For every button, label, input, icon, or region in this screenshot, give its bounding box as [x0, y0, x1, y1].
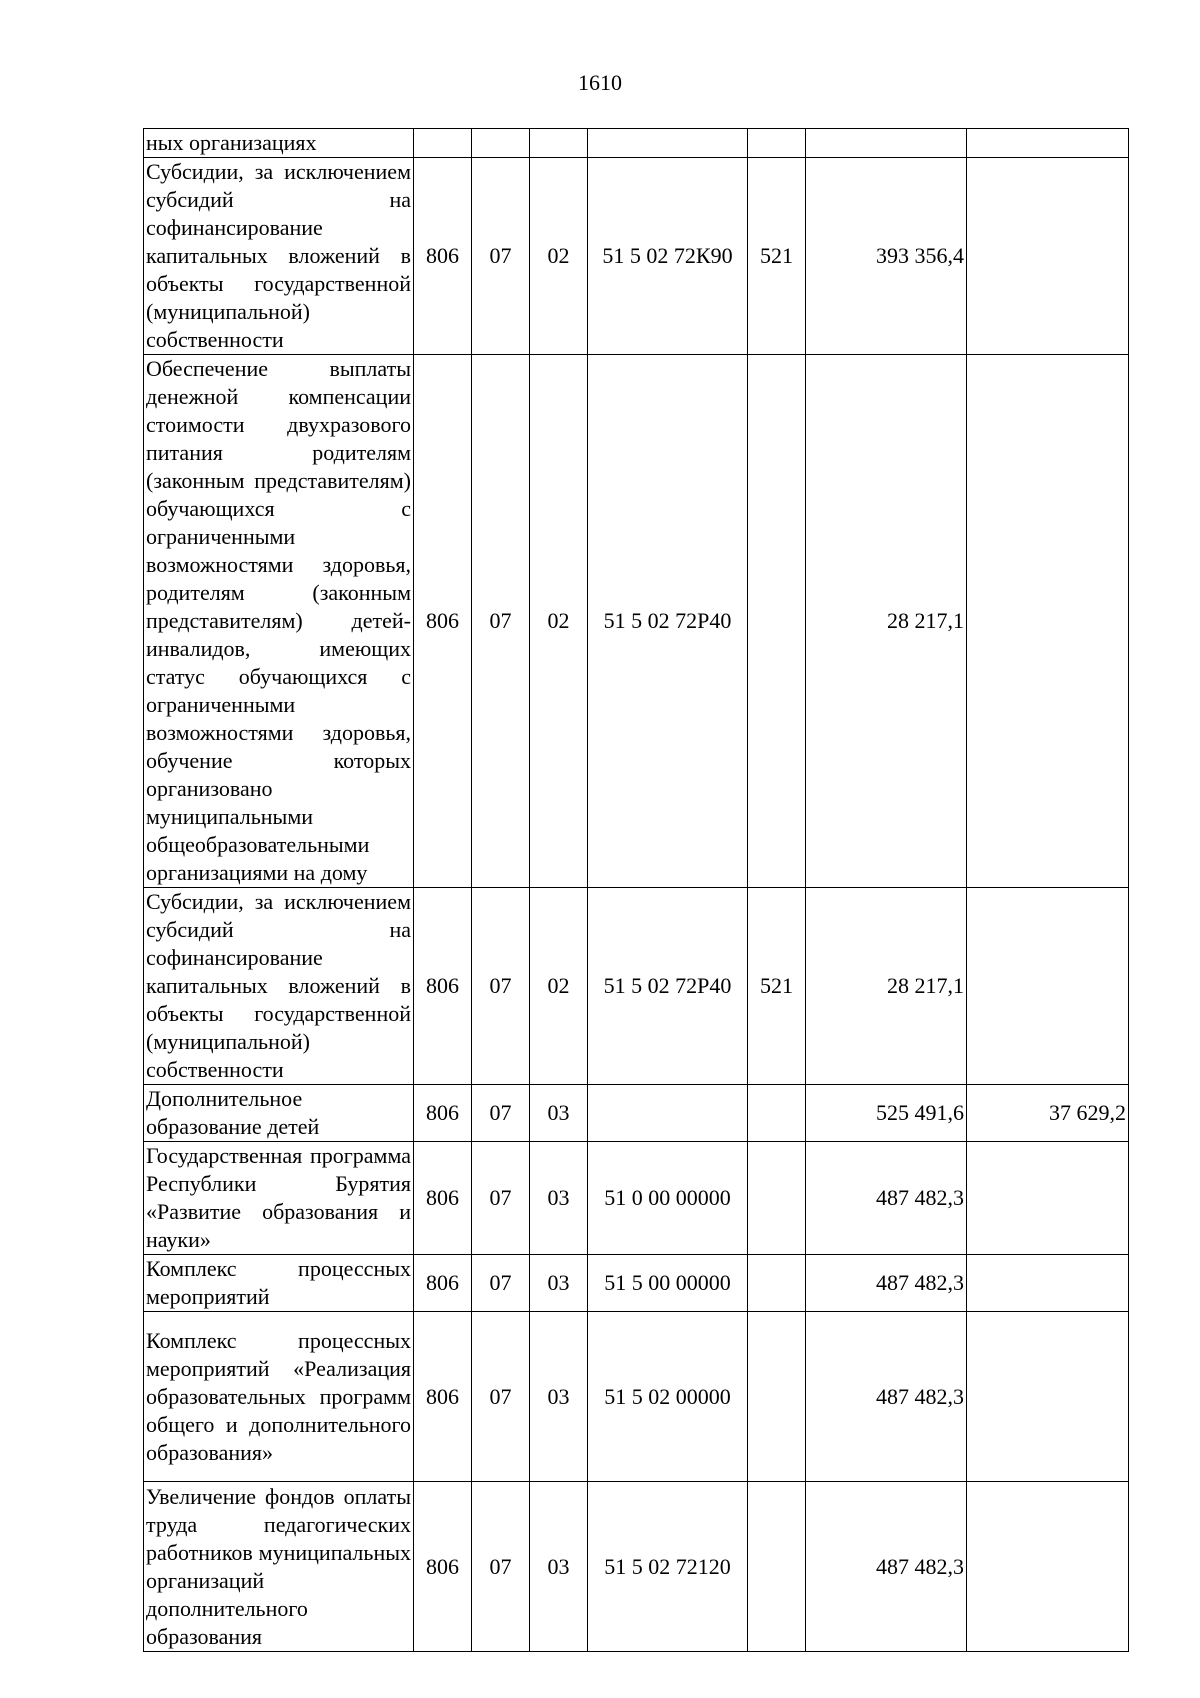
section-code: 07 — [472, 158, 530, 355]
expense-type: 521 — [748, 888, 806, 1085]
expense-type — [748, 1312, 806, 1482]
ministry-code: 806 — [414, 1142, 472, 1255]
page-number: 1610 — [578, 70, 622, 95]
target-article: 51 5 02 72120 — [588, 1482, 748, 1652]
section-code: 07 — [472, 1482, 530, 1652]
ministry-code: 806 — [414, 1482, 472, 1652]
row-description: Обеспечение выплаты денежной компенсации стоимости двухразового питания родителям (законным представителям) обучающихся с ограниченными возможностями здоровья, родителям (законным представителям) детей-инвалидов, имеющих статус обучающихся с ограниченными возможностями здоровья, обучение которых организовано муниципальными общеобразовательными организациями на дому — [144, 355, 414, 888]
amount: 393 356,4 — [806, 158, 967, 355]
amount: 28 217,1 — [806, 355, 967, 888]
expense-type — [748, 1482, 806, 1652]
section-code: 07 — [472, 355, 530, 888]
table-row — [144, 129, 1129, 158]
amount-secondary — [967, 355, 1129, 888]
table-row — [144, 158, 1129, 355]
subsection-code: 03 — [530, 1255, 588, 1312]
section-code: 07 — [472, 1085, 530, 1142]
amount: 28 217,1 — [806, 888, 967, 1085]
amount: 487 482,3 — [806, 1482, 967, 1652]
table-row — [144, 1312, 1129, 1482]
row-description: Субсидии, за исключением субсидий на софинансирование капитальных вложений в объекты государственной (муниципальной) собственности — [144, 888, 414, 1085]
ministry-code: 806 — [414, 158, 472, 355]
amount: 525 491,6 — [806, 1085, 967, 1142]
subsection-code: 03 — [530, 1085, 588, 1142]
amount: 487 482,3 — [806, 1255, 967, 1312]
amount-secondary — [967, 1255, 1129, 1312]
amount-secondary — [967, 1482, 1129, 1652]
section-code: 07 — [472, 888, 530, 1085]
target-article: 51 5 00 00000 — [588, 1255, 748, 1312]
expense-type — [748, 129, 806, 158]
amount-secondary — [967, 888, 1129, 1085]
ministry-code: 806 — [414, 355, 472, 888]
budget-table — [143, 128, 1129, 1652]
table-row — [144, 888, 1129, 1085]
ministry-code: 806 — [414, 888, 472, 1085]
target-article — [588, 1085, 748, 1142]
ministry-code: 806 — [414, 1255, 472, 1312]
row-description: Субсидии, за исключением субсидий на софинансирование капитальных вложений в объекты государственной (муниципальной) собственности — [144, 158, 414, 355]
amount — [806, 129, 967, 158]
row-description: ных организациях — [144, 129, 414, 158]
ministry-code: 806 — [414, 1312, 472, 1482]
expense-type: 521 — [748, 158, 806, 355]
subsection-code: 03 — [530, 1312, 588, 1482]
amount-secondary — [967, 129, 1129, 158]
row-description: Государственная программа Республики Бурятия «Развитие образования и науки» — [144, 1142, 414, 1255]
amount-secondary — [967, 1142, 1129, 1255]
row-description: Комплекс процессных мероприятий «Реализация образовательных программ общего и дополнительного образования» — [144, 1312, 414, 1482]
row-description: Увеличение фондов оплаты труда педагогических работников муниципальных организаций дополнительного образования — [144, 1482, 414, 1652]
target-article: 51 5 02 00000 — [588, 1312, 748, 1482]
subsection-code: 02 — [530, 888, 588, 1085]
table-row — [144, 1085, 1129, 1142]
target-article: 51 5 02 72Р40 — [588, 355, 748, 888]
row-description: Дополнительное образование детей — [144, 1085, 414, 1142]
expense-type — [748, 355, 806, 888]
table-row — [144, 1142, 1129, 1255]
amount-secondary — [967, 1312, 1129, 1482]
expense-type — [748, 1142, 806, 1255]
row-description: Комплекс процессных мероприятий — [144, 1255, 414, 1312]
amount-secondary: 37 629,2 — [967, 1085, 1129, 1142]
table-row — [144, 355, 1129, 888]
subsection-code: 03 — [530, 1142, 588, 1255]
ministry-code — [414, 129, 472, 158]
section-code: 07 — [472, 1312, 530, 1482]
subsection-code: 02 — [530, 355, 588, 888]
table-row — [144, 1482, 1129, 1652]
subsection-code: 03 — [530, 1482, 588, 1652]
expense-type — [748, 1255, 806, 1312]
amount: 487 482,3 — [806, 1312, 967, 1482]
subsection-code — [530, 129, 588, 158]
ministry-code: 806 — [414, 1085, 472, 1142]
target-article: 51 0 00 00000 — [588, 1142, 748, 1255]
target-article — [588, 129, 748, 158]
expense-type — [748, 1085, 806, 1142]
amount: 487 482,3 — [806, 1142, 967, 1255]
amount-secondary — [967, 158, 1129, 355]
target-article: 51 5 02 72К90 — [588, 158, 748, 355]
section-code: 07 — [472, 1255, 530, 1312]
section-code — [472, 129, 530, 158]
section-code: 07 — [472, 1142, 530, 1255]
target-article: 51 5 02 72Р40 — [588, 888, 748, 1085]
subsection-code: 02 — [530, 158, 588, 355]
table-row — [144, 1255, 1129, 1312]
